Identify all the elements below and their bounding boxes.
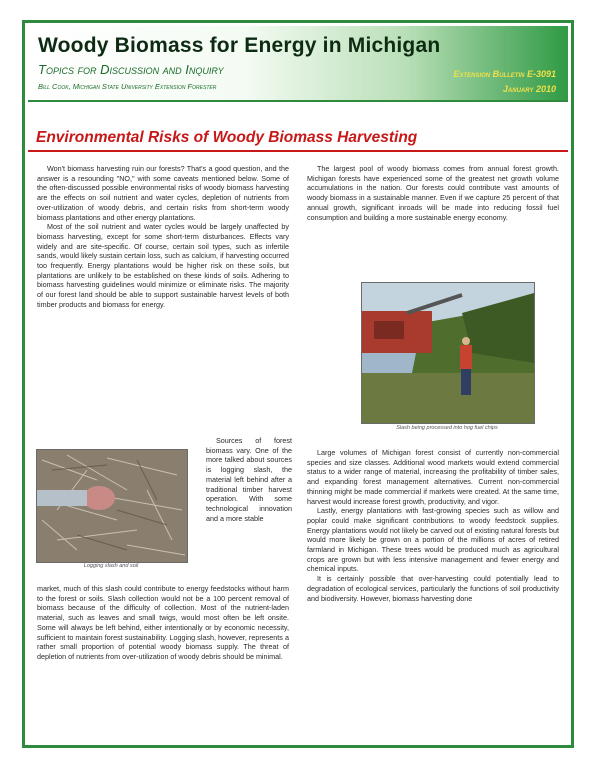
photo-caption: Slash being processed into hog fuel chips (396, 425, 498, 431)
slash-soil-image (37, 450, 187, 562)
bulletin-date: January 2010 (502, 84, 556, 94)
paragraph: Most of the soil nutrient and water cycles would be largely unaffected by biomass harvesting, except for some short-term disturbances. Effects vary widely and are site-specific. Of course, certain soil types, such as infertile sands, would likely sustain certain loss, such as calcium, if harvesting occurred too frequently. Energy plantations would be higher risk on these soils, but plantations are unlikely to be established on these kinds of soils. Adhering to biomass harvesting guidelines would minimize or eliminate risks. The majority of our forest land should be able to support sustainable harvest levels of both timber products and biomass for energy. (37, 222, 289, 309)
bulletin-subtitle: Topics for Discussion and Inquiry (38, 62, 224, 77)
bulletin-number: Extension Bulletin E-3091 (453, 69, 556, 79)
column-left-wrap (206, 436, 292, 523)
slash-soil-photo (36, 449, 188, 563)
article-heading (28, 126, 568, 150)
bulletin-title: Woody Biomass for Energy in Michigan (38, 34, 441, 57)
column-right-top (307, 164, 559, 222)
title-rule (28, 150, 568, 152)
paragraph: The largest pool of woody biomass comes from annual forest growth. Michigan forests have experienced some of the greatest net growth volume accumulations in the nation. Our forests could contribute vast amounts of woody biomass in a sustainable manner. Even if we capture 25 percent of that annual growth, significant inroads will be made into reducing fossil fuel consumption and building a more sustainable energy economy. (307, 164, 559, 222)
article-title: Environmental Risks of Woody Biomass Harvesting (36, 129, 418, 146)
column-right-bottom (307, 448, 559, 603)
photo-caption: Logging slash and soil (83, 563, 139, 569)
bulletin-author: Bill Cook, Michigan State University Extension Forester (38, 82, 217, 91)
paragraph: market, much of this slash could contribute to energy feedstocks without harm to the forest or soils. Slash collection would not be a 100 percent removal of biomass because of the difficulty of collection. Most of the nutrient-laden material, such as leaves and small twigs, would most often be left onsite. Some will always be left behind, either intentionally or by economic necessity, sufficient to maintain forest sustainability. Logging slash, however, represents a rather small proportion of potential woody biomass supply. The threat of depletion of nutrients from over-utilization of woody debris should be minimal. (37, 584, 289, 661)
paragraph: Won't biomass harvesting ruin our forests? That's a good question, and the answer is a resounding "NO," with some caveats mentioned below. Some of the often-discussed possible environmental risks of woody biomass harvesting are the effects on soil nutrient and water cycles, depletion of nutrients from over-utilization of woody debris, and certain risks from short-term woody biomass plantations and other energy plantations. (37, 164, 289, 222)
chipper-image (362, 283, 534, 423)
chipper-photo (361, 282, 535, 424)
column-left-top (37, 164, 289, 310)
column-left-bottom (37, 584, 289, 662)
paragraph: Sources of forest biomass vary. One of the more talked about sources is logging slash, the material left behind after a traditional timber harvest operation. With some technological innovation and a more stable (206, 436, 292, 523)
bulletin-header (28, 26, 568, 102)
paragraph: Large volumes of Michigan forest consist of currently non-commercial species and size classes. Additional wood markets would extend commercial status to a wider range of material, increasing the profitability of timber sales, and expanding forest management alternatives. Current non-commercial thinning might be made commercial if markets were created. At the same time, harvest would increase forest growth, productivity, and vigor. (307, 448, 559, 506)
paragraph: Lastly, energy plantations with fast-growing species such as willow and poplar could make significant contributions to woody feedstock supplies. Energy plantations would not likely be carved out of existing natural forests but would more likely be grown on a portion of the millions of acres of retired farmland in Michigan. These trees would be produced much as agricultural crops are grown but with less intensive management and fewer energy and chemical inputs. (307, 506, 559, 574)
paragraph: It is certainly possible that over-harvesting could potentially lead to degradation of ecological services, particularly the functions of soil productivity and biodiversity. However, biomass harvesting done (307, 574, 559, 603)
